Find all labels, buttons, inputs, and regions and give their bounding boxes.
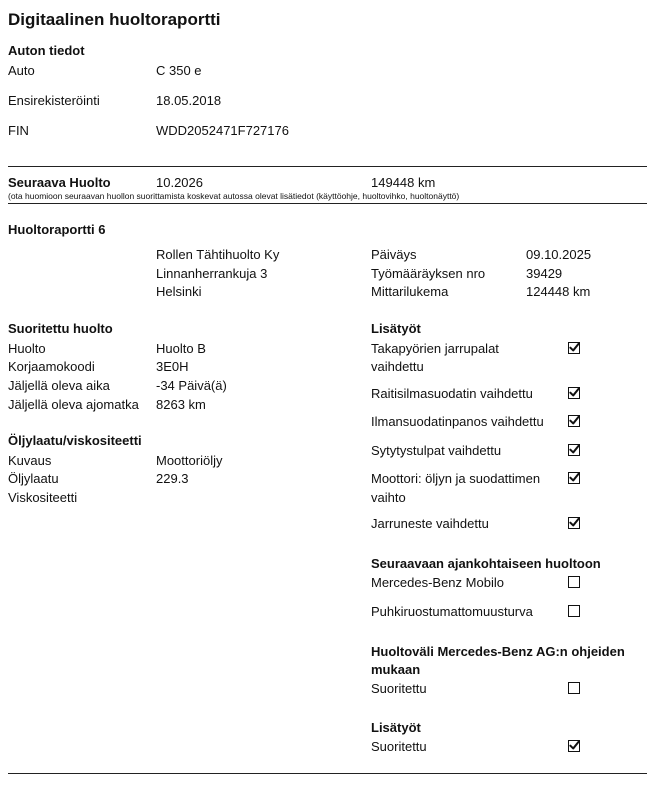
workshop-city: Helsinki	[156, 284, 202, 299]
extra-work-2-heading: Lisätyöt	[371, 720, 421, 735]
remaining-time-value: -34 Päivä(ä)	[156, 378, 227, 393]
extra-work-checkbox[interactable]	[568, 444, 580, 456]
extra-work-item-label: Ilmansuodatinpanos vaihdettu	[371, 414, 544, 429]
extra-work-item-label: Jarruneste vaihdettu	[371, 516, 489, 531]
extra-work-item-label: Raitisilmasuodatin vaihdettu	[371, 386, 533, 401]
workshop-street: Linnanherrankuja 3	[156, 266, 268, 281]
extra-work-checkbox[interactable]	[568, 342, 580, 354]
next-service-label: Seuraava Huolto	[8, 175, 111, 190]
extra-work-2-checkbox[interactable]	[568, 740, 580, 752]
oil-quality-label: Öljylaatu	[8, 471, 59, 486]
checkmark-icon	[569, 342, 580, 353]
extra-work-heading: Lisätyöt	[371, 321, 421, 336]
workshop-name: Rollen Tähtihuolto Ky	[156, 247, 280, 262]
extra-work-checkbox[interactable]	[568, 517, 580, 529]
work-order-value: 39429	[526, 266, 563, 281]
report-heading: Huoltoraportti 6	[8, 222, 106, 237]
workshop-code-label: Korjaamokoodi	[8, 359, 95, 374]
next-service-date: 10.2026	[156, 175, 203, 190]
checkmark-icon	[569, 517, 580, 528]
remaining-distance-label: Jäljellä oleva ajomatka	[8, 397, 139, 412]
upcoming-item-label: Mercedes-Benz Mobilo	[371, 575, 504, 590]
upcoming-checkbox[interactable]	[568, 576, 580, 588]
extra-work-checkbox[interactable]	[568, 415, 580, 427]
viscosity-label: Viskositeetti	[8, 490, 78, 505]
vehicle-label-auto: Auto	[8, 63, 35, 78]
remaining-time-label: Jäljellä oleva aika	[8, 378, 110, 393]
oil-description-value: Moottoriöljy	[156, 453, 223, 468]
interval-heading-cont: mukaan	[371, 662, 421, 677]
upcoming-heading: Seuraavaan ajankohtaiseen huoltoon	[371, 556, 601, 571]
extra-work-item-label-cont: vaihto	[371, 490, 406, 505]
checkmark-icon	[569, 415, 580, 426]
extra-work-item-label-cont: vaihdettu	[371, 359, 424, 374]
remaining-distance-value: 8263 km	[156, 397, 206, 412]
oil-heading: Öljylaatu/viskositeetti	[8, 433, 142, 448]
divider	[8, 773, 647, 774]
work-order-label: Työmääräyksen nro	[371, 266, 486, 281]
checkmark-icon	[569, 472, 580, 483]
service-value: Huolto B	[156, 341, 206, 356]
extra-work-2-item-label: Suoritettu	[371, 739, 427, 754]
interval-heading: Huoltoväli Mercedes-Benz AG:n ohjeiden	[371, 644, 625, 659]
workshop-code-value: 3E0H	[156, 359, 189, 374]
checkmark-icon	[569, 444, 580, 455]
odometer-value: 124448 km	[526, 284, 591, 299]
divider	[8, 203, 647, 204]
service-label: Huolto	[8, 341, 46, 356]
vehicle-value-fin: WDD2052471F727176	[156, 123, 289, 138]
extra-work-item-label: Sytytystulpat vaihdettu	[371, 443, 502, 458]
odometer-label: Mittarilukema	[371, 284, 449, 299]
checkmark-icon	[569, 387, 580, 398]
oil-description-label: Kuvaus	[8, 453, 52, 468]
upcoming-item-label: Puhkiruostumattomuusturva	[371, 604, 533, 619]
vehicle-label-registration: Ensirekisteröinti	[8, 93, 100, 108]
next-service-note: (ota huomioon seuraavan huollon suorittamista koskevat autossa olevat lisätiedot (käyttöohje, huoltovihko, huoltonäyttö)	[8, 191, 460, 201]
date-value: 09.10.2025	[526, 247, 592, 262]
extra-work-checkbox[interactable]	[568, 472, 580, 484]
page-title: Digitaalinen huoltoraportti	[8, 10, 221, 29]
interval-item-label: Suoritettu	[371, 681, 427, 696]
extra-work-item-label: Takapyörien jarrupalat	[371, 341, 499, 356]
extra-work-checkbox[interactable]	[568, 387, 580, 399]
next-service-km: 149448 km	[371, 175, 436, 190]
vehicle-heading: Auton tiedot	[8, 43, 85, 58]
interval-checkbox[interactable]	[568, 682, 580, 694]
vehicle-label-fin: FIN	[8, 123, 29, 138]
date-label: Päiväys	[371, 247, 417, 262]
checkmark-icon	[569, 740, 580, 751]
vehicle-value-auto: C 350 e	[156, 63, 202, 78]
divider	[8, 166, 647, 167]
extra-work-item-label: Moottori: öljyn ja suodattimen	[371, 471, 541, 486]
vehicle-value-registration: 18.05.2018	[156, 93, 222, 108]
service-done-heading: Suoritettu huolto	[8, 321, 113, 336]
upcoming-checkbox[interactable]	[568, 605, 580, 617]
oil-quality-value: 229.3	[156, 471, 189, 486]
